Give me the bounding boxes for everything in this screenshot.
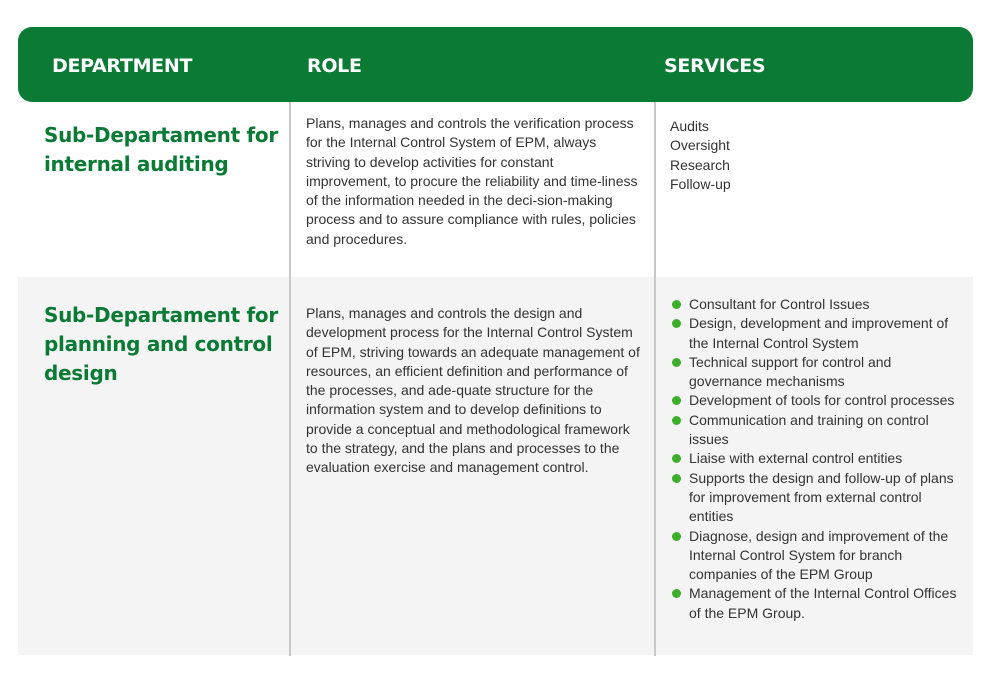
bullet-dot-icon — [672, 358, 681, 367]
role-description: Plans, manages and controls the verification process for the Internal Control System of EPM, always striving to develop activities for constant improvement, to procure the reliability and time-liness of the information needed in the deci-sion-making process and to assure compliance with rules, policies and procedures. — [306, 115, 638, 247]
table-header — [18, 27, 973, 102]
services-list — [670, 117, 960, 194]
bullet-dot-icon — [672, 300, 681, 309]
bullet-dot-icon — [672, 589, 681, 598]
header-department: DEPARTMENT — [52, 55, 193, 77]
service-item: Consultant for Control Issues — [670, 295, 960, 314]
department-name: Sub-Departament for internal auditing — [44, 123, 278, 176]
bullet-dot-icon — [672, 454, 681, 463]
service-item: Diagnose, design and improvement of the Internal Control System for branch companies of the EPM Group — [670, 527, 960, 585]
service-item: Oversight — [670, 137, 730, 154]
service-item: Follow-up — [670, 175, 731, 192]
service-item: Supports the design and follow-up of plans for improvement from external control entities — [670, 469, 960, 527]
header-role: ROLE — [307, 55, 362, 77]
bullet-dot-icon — [672, 474, 681, 483]
service-item: Communication and training on control issues — [670, 411, 960, 450]
bullet-dot-icon — [672, 396, 681, 405]
service-item: Development of tools for control processes — [670, 391, 960, 410]
table-row — [18, 102, 973, 277]
role-description: Plans, manages and controls the design and development process for the Internal Control System of EPM, striving towards an adequate management of resources, an efficient definition and performance of the processes, and ade-quate structure for the information system and to develop definitions to provide a conceptual and methodological framework to the strategy, and the plans and processes to the evaluation exercise and management control. — [306, 305, 640, 476]
column-divider — [654, 102, 656, 656]
service-item: Research — [670, 156, 730, 173]
service-item: Technical support for control and governance mechanisms — [670, 353, 960, 392]
header-services: SERVICES — [664, 55, 766, 77]
service-item: Design, development and improvement of the Internal Control System — [670, 314, 960, 353]
service-item: Management of the Internal Control Offices of the EPM Group. — [670, 584, 960, 623]
departments-table — [18, 27, 973, 655]
bullet-dot-icon — [672, 416, 681, 425]
service-item: Audits — [670, 118, 709, 134]
department-name: Sub-Departament for planning and control design — [44, 303, 278, 385]
bullet-dot-icon — [672, 319, 681, 328]
bullet-dot-icon — [672, 532, 681, 541]
service-item: Liaise with external control entities — [670, 449, 960, 468]
table-row — [18, 277, 973, 655]
services-list — [670, 295, 960, 623]
column-divider — [289, 102, 291, 656]
